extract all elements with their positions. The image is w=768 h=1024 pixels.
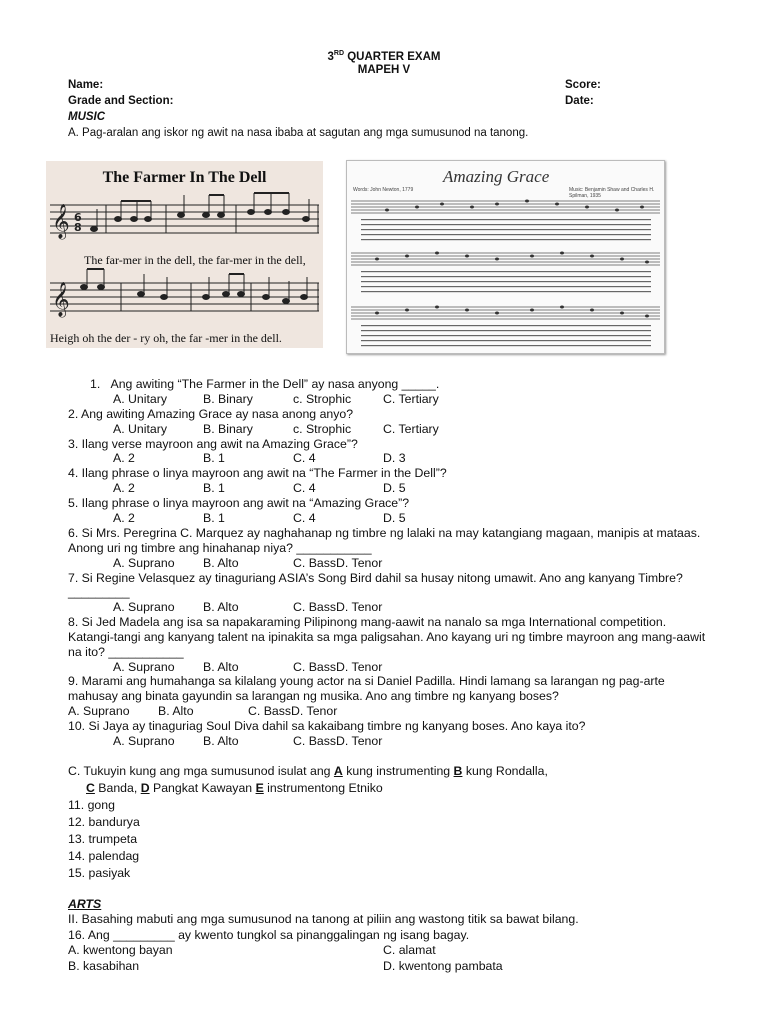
option: C. BassD. Tenor: [293, 660, 383, 674]
option: D. kwentong pambata: [383, 959, 503, 973]
option: A. Suprano: [113, 660, 175, 674]
item-15: 15. pasiyak: [68, 866, 131, 880]
question-9-line-1: 9. Marami ang humahanga sa kilalang young actor na si Daniel Padilla. Hindi lamang sa larangan ng pag-arte: [68, 674, 665, 688]
question-5: 5. Ilang phrase o linya mayroon ang awit na “Amazing Grace”?: [68, 496, 410, 510]
option: A. Suprano: [113, 734, 175, 748]
question-6-line-1: 6. Si Mrs. Peregrina C. Marquez ay naghahanap ng timbre ng lalaki na may katangiang magaan, manipis at mataas.: [68, 526, 701, 540]
option: c. Strophic: [293, 422, 352, 436]
farmer-in-the-dell-score: [46, 161, 323, 348]
question-1: 1. Ang awiting “The Farmer in the Dell” ay nasa anyong _____.: [90, 377, 440, 391]
amazing-grace-score: [346, 160, 665, 354]
option: A. 2: [113, 481, 135, 495]
option: B. Binary: [203, 392, 253, 406]
option: B. Alto: [203, 556, 239, 570]
svg-text:8: 8: [74, 221, 82, 234]
option: C. Tertiary: [383, 392, 439, 406]
svg-text:𝄞: 𝄞: [52, 282, 70, 317]
option: A. 2: [113, 451, 135, 465]
option: C. 4: [293, 511, 316, 525]
svg-text:𝄞: 𝄞: [52, 204, 70, 239]
option: B. 1: [203, 511, 225, 525]
question-3: 3. Ilang verse mayroon ang awit na Amazing Grace”?: [68, 437, 358, 451]
option: A. kwentong bayan: [68, 943, 173, 957]
option: D. 3: [383, 451, 406, 465]
score2-words-credit: Words: John Newton, 1779: [353, 187, 414, 193]
option: C. alamat: [383, 943, 436, 957]
question-2: 2. Ang awiting Amazing Grace ay nasa anong anyo?: [68, 407, 354, 421]
question-10: 10. Si Jaya ay tinaguriag Soul Diva dahil sa kakaibang timbre ng kanyang boses. Ano kaya ito?: [68, 719, 586, 733]
score2-music-credit: Music: Benjamin Shaw and Charles H. Spilman, 1935: [569, 187, 655, 199]
option: A. Unitary: [113, 422, 167, 436]
option: A. Suprano: [113, 556, 175, 570]
item-14: 14. palendag: [68, 849, 140, 863]
question-6-line-2: Anong uri ng timbre ang hinahanap niya? ___________: [68, 541, 372, 555]
score1-title: The Farmer In The Dell: [102, 169, 267, 186]
name-label: Name:: [68, 79, 104, 91]
question-7-line-1: 7. Si Regine Velasquez ay tinaguriang ASIA’s Song Bird dahil sa husay nitong umawit. Ano ang kanyang Timbre?: [68, 571, 683, 585]
score-label: Score:: [565, 79, 601, 91]
option: B. Alto: [203, 600, 239, 614]
grade-section-label: Grade and Section:: [68, 95, 174, 107]
option: B. 1: [203, 481, 225, 495]
option: B. Alto: [158, 704, 194, 718]
option: B. Binary: [203, 422, 253, 436]
exam-title: 3RD QUARTER EXAM: [327, 50, 441, 63]
option: C. BassD. Tenor: [293, 556, 383, 570]
option: D. 5: [383, 481, 406, 495]
subject-title: MAPEH V: [357, 64, 411, 76]
option: C. 4: [293, 481, 316, 495]
question-16: 16. Ang _________ ay kwento tungkol sa pinanggalingan ng isang bagay.: [68, 928, 470, 942]
option: B. Alto: [203, 734, 239, 748]
option: C. BassD. Tenor: [248, 704, 338, 718]
item-12: 12. bandurya: [68, 815, 140, 829]
question-8-line-3: na ito? ___________: [68, 645, 184, 659]
score2-title: Amazing Grace: [443, 167, 550, 186]
item-13: 13. trumpeta: [68, 832, 138, 846]
option: C. BassD. Tenor: [293, 600, 383, 614]
option: A. 2: [113, 511, 135, 525]
music-instruction: A. Pag-aralan ang iskor ng awit na nasa ibaba at sagutan ang mga sumusunod na tanong.: [68, 127, 529, 139]
question-8-line-1: 8. Si Jed Madela ang isa sa napakaraming Pilipinong mang-aawit na nanalo sa mga International competition.: [68, 615, 667, 629]
item-11: 11. gong: [68, 798, 115, 812]
question-8-line-2: Katangi-tangi ang kanyang talent na ipinakita sa mga paligsahan. Ano kayang uri ng timbre mayroon ang mang-aawit: [68, 630, 706, 644]
score2-staff-notation: [347, 161, 664, 353]
option: D. 5: [383, 511, 406, 525]
option: A. Unitary: [113, 392, 167, 406]
date-label: Date:: [565, 95, 594, 107]
score1-lyric-2: Heigh oh the der - ry oh, the far -mer in the dell.: [50, 331, 282, 345]
option: B. Alto: [203, 660, 239, 674]
option: B. kasabihan: [68, 959, 140, 973]
option: A. Suprano: [113, 600, 175, 614]
section-c-instruction-line-2: C Banda, D Pangkat Kawayan E instrumentong Etniko: [86, 781, 383, 795]
option: A. Suprano: [68, 704, 130, 718]
section-c-instruction-line-1: C. Tukuyin kung ang mga sumusunod isulat ang A kung instrumenting B kung Rondalla,: [68, 764, 548, 778]
option: B. 1: [203, 451, 225, 465]
option: C. Tertiary: [383, 422, 439, 436]
score1-lyric-1: The far-mer in the dell, the far-mer in the dell,: [84, 253, 306, 267]
music-heading: MUSIC: [68, 111, 106, 123]
option: C. BassD. Tenor: [293, 734, 383, 748]
option: c. Strophic: [293, 392, 352, 406]
question-4: 4. Ilang phrase o linya mayroon ang awit na “The Farmer in the Dell”?: [68, 466, 447, 480]
question-7-line-2: _________: [68, 585, 130, 599]
question-9-line-2: mahusay ang binata gayundin sa larangan ng musika. Ano ang timbre ng kanyang boses?: [68, 689, 559, 703]
arts-heading: ARTS: [68, 897, 102, 911]
option: C. 4: [293, 451, 316, 465]
svg-text:6: 6: [74, 211, 82, 224]
arts-instruction: II. Basahing mabuti ang mga sumusunod na tanong at piliin ang wastong titik sa bawat bilang.: [68, 912, 579, 926]
